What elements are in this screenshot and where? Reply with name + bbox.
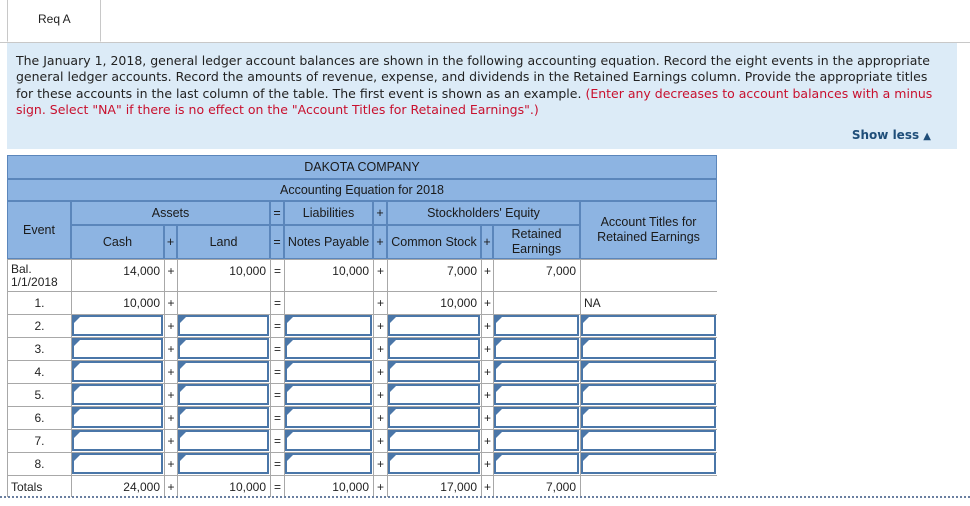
event-3-row-land-input[interactable] — [178, 338, 269, 359]
event-7-row-event: 7. — [7, 429, 71, 452]
event-4-row-equals: = — [270, 360, 284, 383]
event-3-row-account-title-input[interactable] — [581, 338, 716, 359]
event-4-row-cash-input[interactable] — [72, 361, 163, 382]
balance-row-event: Bal. 1/1/2018 — [7, 259, 71, 291]
event-3-row-plus: + — [373, 337, 387, 360]
tab-req-a[interactable] — [7, 0, 101, 42]
event-4-row-retained-earnings-input[interactable] — [494, 361, 579, 382]
balance-row-notes-payable: 10,000 — [284, 259, 373, 291]
header-plus: + — [164, 225, 177, 259]
event-7-row-plus: + — [481, 429, 493, 452]
event-6-row-cash-input[interactable] — [72, 407, 163, 428]
balance-row-plus: + — [481, 259, 493, 291]
event-7-row-common-stock-input[interactable] — [388, 430, 480, 451]
event-8-row-account-title-input[interactable] — [581, 453, 716, 474]
event-3-row-plus: + — [164, 337, 177, 360]
event-7-row-notes-payable-input[interactable] — [285, 430, 372, 451]
balance-row-land: 10,000 — [177, 259, 270, 291]
header-event: Event — [7, 201, 71, 259]
header-plus: + — [373, 201, 387, 225]
event-5-row-plus: + — [164, 383, 177, 406]
header-account-titles: Account Titles for Retained Earnings — [580, 201, 717, 259]
event-2-row-plus: + — [481, 314, 493, 337]
event-6-row-plus: + — [481, 406, 493, 429]
event-2-row-account-title-input[interactable] — [581, 315, 716, 336]
event-2-row-equals: = — [270, 314, 284, 337]
event-4-row-land-input[interactable] — [178, 361, 269, 382]
header-assets: Assets — [71, 201, 270, 225]
event-7-row-cash-input[interactable] — [72, 430, 163, 451]
header-equity: Stockholders' Equity — [387, 201, 580, 225]
event-6-row-event: 6. — [7, 406, 71, 429]
event-8-row-equals: = — [270, 452, 284, 475]
header-retained-earnings: Retained Earnings — [493, 225, 580, 259]
event-7-row-plus: + — [373, 429, 387, 452]
event-5-row-notes-payable-input[interactable] — [285, 384, 372, 405]
balance-row-plus: + — [164, 259, 177, 291]
totals-row-retained-earnings: 7,000 — [493, 475, 580, 497]
event-5-row-equals: = — [270, 383, 284, 406]
company-title: DAKOTA COMPANY — [7, 155, 717, 179]
instructions-text: The January 1, 2018, general ledger account balances are shown in the following accounting equation. Record the eight events in the appropriate general ledger accounts. Record the amounts of revenue, expense, and dividends in the Retained Earnings column. Provide the appropriate titles for these accounts in the last column of the table. The first event is shown as an example. — [16, 53, 930, 101]
event-1-row-notes-payable — [284, 291, 373, 314]
event-8-row-plus: + — [373, 452, 387, 475]
header-equals: = — [270, 225, 284, 259]
totals-row-account-title — [580, 475, 717, 497]
totals-row-common-stock: 17,000 — [387, 475, 481, 497]
dotted-divider — [0, 496, 970, 498]
event-1-row-plus: + — [164, 291, 177, 314]
event-8-row-plus: + — [481, 452, 493, 475]
tab-label: Req A — [38, 12, 71, 26]
event-2-row-plus: + — [373, 314, 387, 337]
balance-row-account-title — [580, 259, 717, 291]
event-1-row-retained-earnings — [493, 291, 580, 314]
totals-row-notes-payable: 10,000 — [284, 475, 373, 497]
tab-bar — [0, 0, 970, 43]
event-2-row-plus: + — [164, 314, 177, 337]
event-8-row-land-input[interactable] — [178, 453, 269, 474]
event-3-row-equals: = — [270, 337, 284, 360]
event-5-row-common-stock-input[interactable] — [388, 384, 480, 405]
totals-row-cash: 24,000 — [71, 475, 164, 497]
show-less-label: Show less — [851, 128, 920, 142]
event-4-row-common-stock-input[interactable] — [388, 361, 480, 382]
header-liabilities: Liabilities — [284, 201, 373, 225]
header-plus: + — [373, 225, 387, 259]
event-1-row-event: 1. — [7, 291, 71, 314]
totals-row-event: Totals — [7, 475, 71, 497]
event-4-row-notes-payable-input[interactable] — [285, 361, 372, 382]
event-5-row-cash-input[interactable] — [72, 384, 163, 405]
header-common-stock: Common Stock — [387, 225, 481, 259]
header-land: Land — [177, 225, 270, 259]
event-1-row-plus: + — [481, 291, 493, 314]
event-4-row-plus: + — [164, 360, 177, 383]
event-6-row-plus: + — [373, 406, 387, 429]
event-2-row-common-stock-input[interactable] — [388, 315, 480, 336]
event-3-row-retained-earnings-input[interactable] — [494, 338, 579, 359]
totals-row-equals: = — [270, 475, 284, 497]
event-8-row-cash-input[interactable] — [72, 453, 163, 474]
header-cash: Cash — [71, 225, 164, 259]
totals-row-plus: + — [481, 475, 493, 497]
event-1-row-equals: = — [270, 291, 284, 314]
event-4-row-plus: + — [481, 360, 493, 383]
event-7-row-plus: + — [164, 429, 177, 452]
instructions-panel — [7, 43, 957, 149]
triangle-up-icon: ▲ — [923, 131, 931, 142]
event-5-row-account-title-input[interactable] — [581, 384, 716, 405]
event-8-row-plus: + — [164, 452, 177, 475]
event-6-row-land-input[interactable] — [178, 407, 269, 428]
header-equals: = — [270, 201, 284, 225]
table-subtitle: Accounting Equation for 2018 — [7, 179, 717, 201]
event-5-row-plus: + — [481, 383, 493, 406]
event-4-row-account-title-input[interactable] — [581, 361, 716, 382]
event-1-row-common-stock: 10,000 — [387, 291, 481, 314]
event-2-row-land-input[interactable] — [178, 315, 269, 336]
event-4-row-plus: + — [373, 360, 387, 383]
event-2-row-event: 2. — [7, 314, 71, 337]
event-8-row-event: 8. — [7, 452, 71, 475]
event-1-row-land — [177, 291, 270, 314]
event-5-row-plus: + — [373, 383, 387, 406]
event-5-row-retained-earnings-input[interactable] — [494, 384, 579, 405]
totals-row-plus: + — [164, 475, 177, 497]
event-6-row-notes-payable-input[interactable] — [285, 407, 372, 428]
event-8-row-retained-earnings-input[interactable] — [494, 453, 579, 474]
event-1-row-plus: + — [373, 291, 387, 314]
event-2-row-notes-payable-input[interactable] — [285, 315, 372, 336]
header-plus: + — [481, 225, 493, 259]
event-6-row-account-title-input[interactable] — [581, 407, 716, 428]
balance-row-common-stock: 7,000 — [387, 259, 481, 291]
event-7-row-retained-earnings-input[interactable] — [494, 430, 579, 451]
balance-row-cash: 14,000 — [71, 259, 164, 291]
event-3-row-notes-payable-input[interactable] — [285, 338, 372, 359]
event-6-row-equals: = — [270, 406, 284, 429]
totals-row-land: 10,000 — [177, 475, 270, 497]
event-3-row-plus: + — [481, 337, 493, 360]
event-8-row-common-stock-input[interactable] — [388, 453, 480, 474]
event-8-row-notes-payable-input[interactable] — [285, 453, 372, 474]
event-3-row-event: 3. — [7, 337, 71, 360]
event-7-row-land-input[interactable] — [178, 430, 269, 451]
event-2-row-cash-input[interactable] — [72, 315, 163, 336]
show-less-button[interactable] — [852, 127, 931, 145]
event-6-row-retained-earnings-input[interactable] — [494, 407, 579, 428]
event-1-row-account-title: NA — [580, 291, 717, 314]
event-5-row-event: 5. — [7, 383, 71, 406]
totals-row-plus: + — [373, 475, 387, 497]
instructions-note: (Enter any decreases to account balances with a minus sign. Select "NA" if there is no effect on the "Account Titles for Retained Earnings".) — [16, 85, 933, 117]
event-7-row-account-title-input[interactable] — [581, 430, 716, 451]
event-7-row-equals: = — [270, 429, 284, 452]
event-2-row-retained-earnings-input[interactable] — [494, 315, 579, 336]
event-6-row-common-stock-input[interactable] — [388, 407, 480, 428]
event-4-row-event: 4. — [7, 360, 71, 383]
balance-row-equals: = — [270, 259, 284, 291]
balance-row-plus: + — [373, 259, 387, 291]
event-3-row-common-stock-input[interactable] — [388, 338, 480, 359]
header-notes-payable: Notes Payable — [284, 225, 373, 259]
balance-row-retained-earnings: 7,000 — [493, 259, 580, 291]
event-6-row-plus: + — [164, 406, 177, 429]
event-1-row-cash: 10,000 — [71, 291, 164, 314]
event-5-row-land-input[interactable] — [178, 384, 269, 405]
event-3-row-cash-input[interactable] — [72, 338, 163, 359]
